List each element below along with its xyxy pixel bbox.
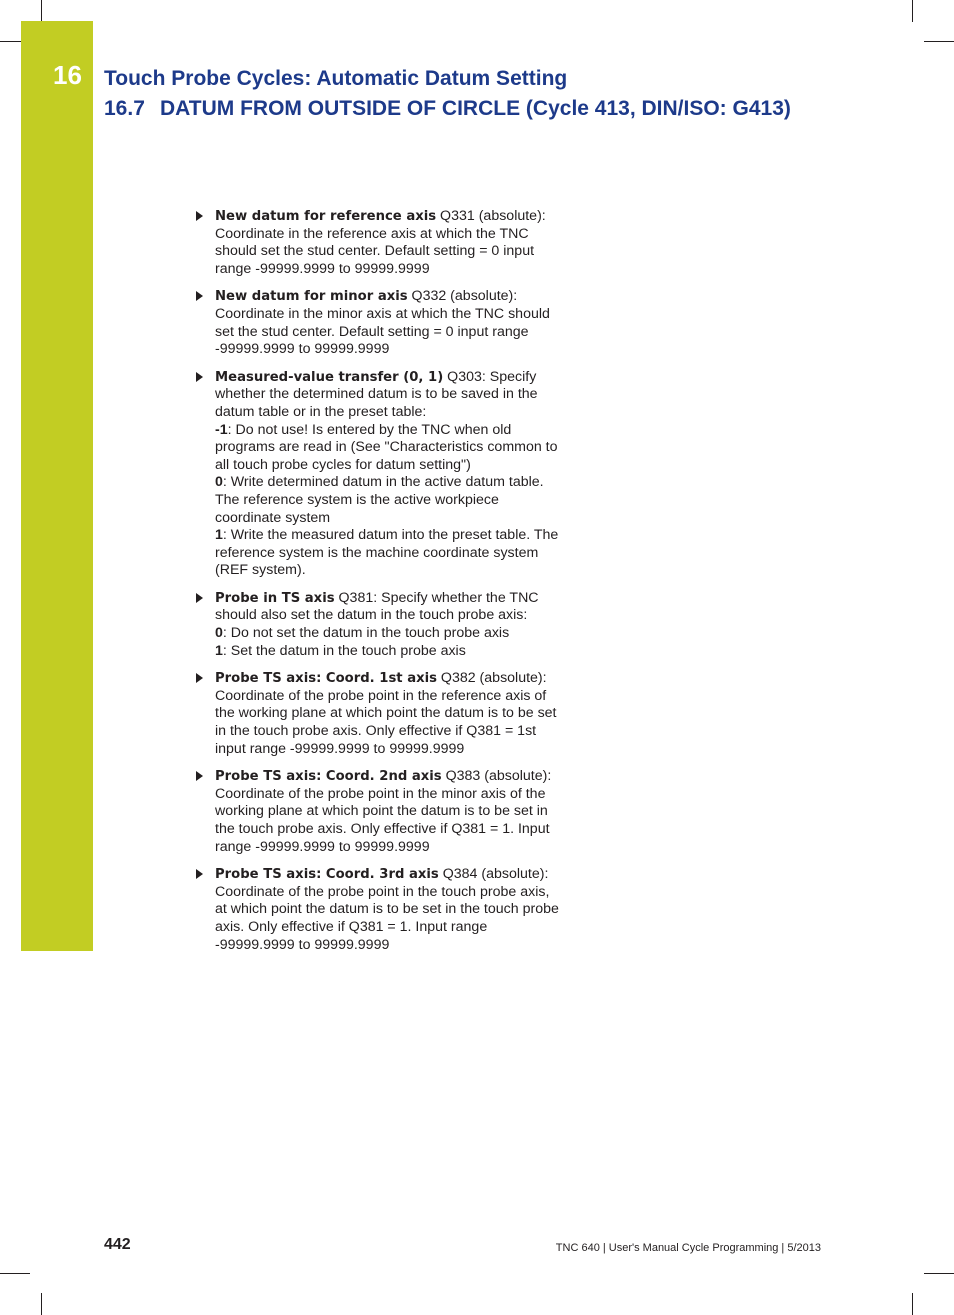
section-title xyxy=(104,97,791,121)
parameter-name: Probe TS axis: Coord. 1st axis xyxy=(215,671,437,687)
parameter-option xyxy=(215,474,562,527)
parameter-item xyxy=(194,590,562,660)
parameter-item xyxy=(194,670,562,758)
parameter-description: Q331 (absolute): Coordinate in the reference axis at which the TNC should set the stud center. Default setting = 0 input range -99999.9999 to 99999.9999 xyxy=(215,208,546,277)
arrow-right-icon xyxy=(196,291,203,301)
option-key: -1 xyxy=(215,421,228,438)
parameter-option xyxy=(215,422,562,475)
parameter-list xyxy=(194,208,562,964)
chapter-side-bar xyxy=(21,21,93,951)
crop-mark xyxy=(924,1273,954,1274)
option-key: 0 xyxy=(215,625,223,642)
parameter-name: Probe TS axis: Coord. 2nd axis xyxy=(215,769,442,785)
parameter-item xyxy=(194,369,562,580)
crop-mark xyxy=(912,1293,913,1315)
parameter-name: Probe TS axis: Coord. 3rd axis xyxy=(215,867,439,883)
parameter-description: Q332 (absolute): Coordinate in the minor axis at which the TNC should set the stud center. Default setting = 0 input range -99999.9999 to 99999.9999 xyxy=(215,288,550,358)
option-text: : Do not use! Is entered by the TNC when old programs are read in (See "Characteristics common to all touch probe cycles for datum setting") xyxy=(215,421,558,473)
parameter-description: Q382 (absolute): Coordinate of the probe point in the reference axis of the working plane at which point the datum is to be set in the touch probe axis. Only effective if Q381 = 1st input range -99999.9999 to 99999.9999 xyxy=(215,670,557,757)
crop-mark xyxy=(924,41,954,42)
option-key: 1 xyxy=(215,527,223,544)
parameter-item xyxy=(194,288,562,358)
option-text: : Write the measured datum into the preset table. The reference system is the machine coordinate system (REF system). xyxy=(215,527,559,579)
parameter-option xyxy=(215,643,562,661)
section-heading: DATUM FROM OUTSIDE OF CIRCLE (Cycle 413, DIN/ISO: G413) xyxy=(160,97,791,120)
parameter-name: Measured-value transfer (0, 1) xyxy=(215,369,444,385)
crop-mark xyxy=(41,1293,42,1315)
arrow-right-icon xyxy=(196,593,203,603)
arrow-right-icon xyxy=(196,869,203,879)
section-number: 16.7 xyxy=(104,97,145,120)
parameter-description: Q381: Specify whether the TNC should also set the datum in the touch probe axis: xyxy=(215,589,539,624)
option-text: : Write determined datum in the active datum table. The reference system is the active workpiece coordinate system xyxy=(215,474,544,526)
parameter-option xyxy=(215,625,562,643)
parameter-name: New datum for reference axis xyxy=(215,209,437,224)
page-number: 442 xyxy=(104,1236,131,1253)
arrow-right-icon xyxy=(196,771,203,781)
parameter-item xyxy=(194,768,562,856)
arrow-right-icon xyxy=(196,211,203,221)
parameter-description: Q384 (absolute): Coordinate of the probe point in the touch probe axis, at which point the datum is to be set in the touch probe axis. Only effective if Q381 = 1. Input range -99999.9999 to 99999.9999 xyxy=(215,866,559,953)
chapter-title: Touch Probe Cycles: Automatic Datum Setting xyxy=(104,67,568,90)
parameter-description: Q303: Specify whether the determined datum is to be saved in the datum table or in the preset table: xyxy=(215,368,538,420)
parameter-name: Probe in TS axis xyxy=(215,590,335,606)
chapter-number: 16 xyxy=(53,60,82,90)
option-text: : Do not set the datum in the touch probe axis xyxy=(222,625,510,642)
option-key: 1 xyxy=(215,642,223,659)
parameter-option xyxy=(215,527,562,580)
parameter-item xyxy=(194,208,562,278)
crop-mark xyxy=(41,0,42,22)
crop-mark xyxy=(912,0,913,22)
parameter-description: Q383 (absolute): Coordinate of the probe point in the minor axis of the working plane at which point the datum is to be set in the touch probe axis. Only effective if Q381 = 1. Input range -99999.9999 to 99999.9999 xyxy=(215,768,552,855)
parameter-name: New datum for minor axis xyxy=(215,289,408,305)
parameter-item xyxy=(194,866,562,954)
footer-text: TNC 640 | User's Manual Cycle Programming | 5/2013 xyxy=(555,1242,821,1254)
option-text: : Set the datum in the touch probe axis xyxy=(222,642,466,659)
arrow-right-icon xyxy=(196,673,203,683)
arrow-right-icon xyxy=(196,372,203,382)
option-key: 0 xyxy=(215,474,223,491)
crop-mark xyxy=(0,1273,30,1274)
